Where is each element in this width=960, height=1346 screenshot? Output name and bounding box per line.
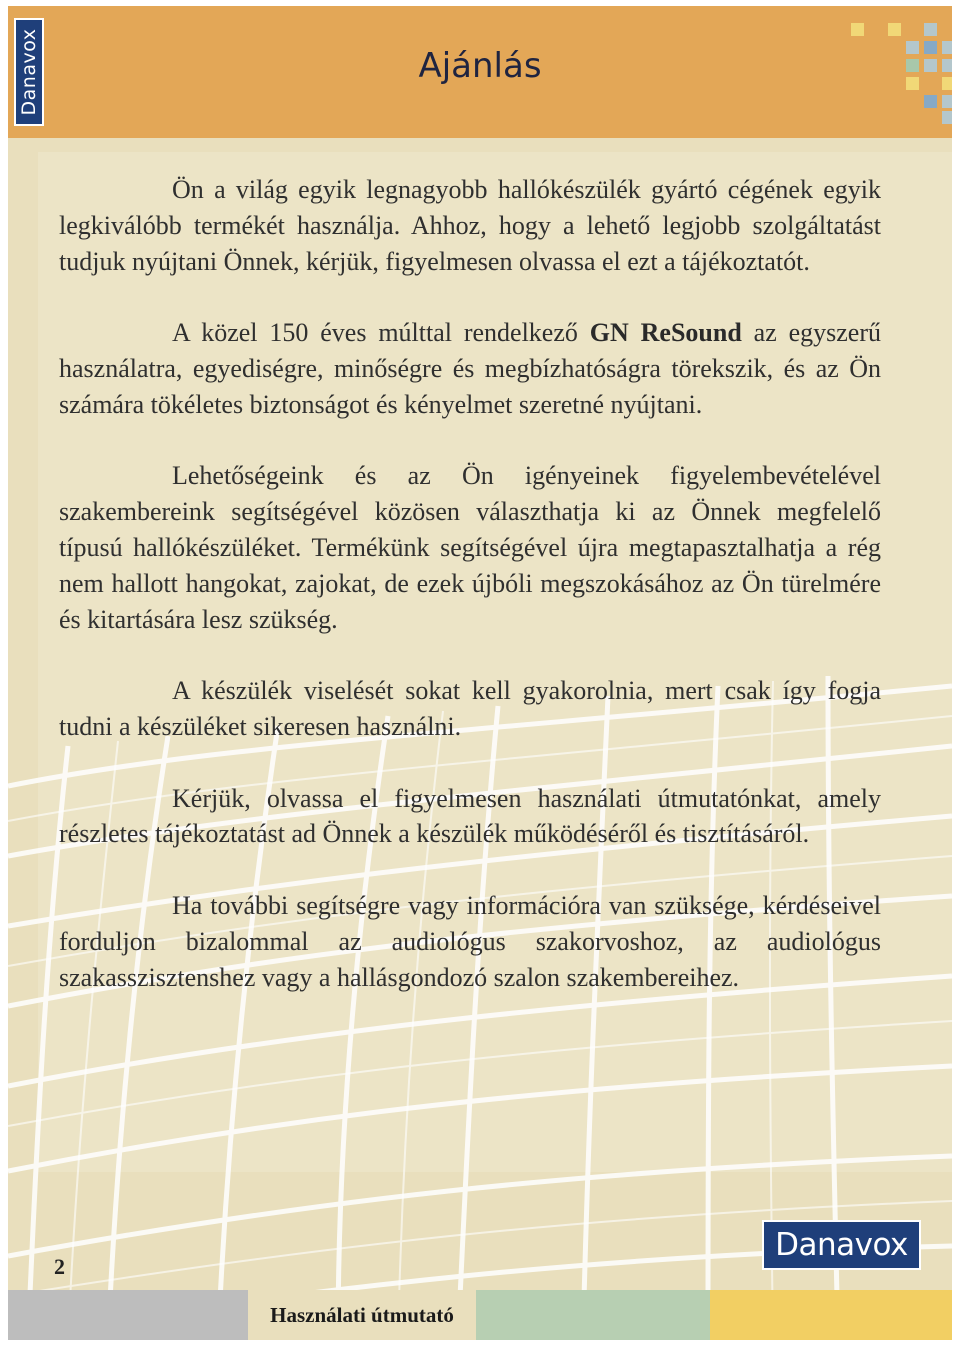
decorative-squares-icon [846,20,952,124]
paragraph-3: Lehetőségeink és az Ön igényeinek figyelembevételével szakembereink segítségével közösen választhatja ki az Önnek megfelelő típusú hallókészüléket. Termékünk segítségével újra megtapasztalhatja a rég nem hallott hangokat, zajokat, de ezek újbóli megszokásához az Ön türelmére és kitartására lesz szükség. [59,461,881,634]
paragraph-5: Kérjük, olvassa el figyelmesen használati útmutatónkat, amely részletes tájékoztatást ad Önnek a készülék működéséről és tisztításáról. [59,783,881,849]
footer-segment-yellow [710,1290,952,1340]
header-band [8,6,952,138]
paragraph-6: Ha további segítségre vagy információra van szüksége, kérdéseivel forduljon bizalommal az audiológus szakorvoshoz, az audiológus szakasszisztenshez vagy a hallásgondozó szalon szakembereihez. [59,890,881,992]
paragraph-2-end: az egyszerű használatra, egyediségre, minőségre és megbízhatóságra törekszik, és az Ön számára tökéletes biztonságot és kényelmet szeretné nyújtani. [59,318,882,419]
footer-label: Használati útmutató [270,1302,454,1327]
brand-logo-vertical-text: Danavox [18,28,40,116]
paragraph-2 [59,315,881,422]
body-text [59,172,881,1031]
page-number: 2 [54,1254,65,1279]
paragraph-4: A készülék viselését sokat kell gyakorolnia, mert csak így fogja tudni a készüléket sikeresen használni. [59,676,881,741]
danavox-logo: Danavox [762,1220,921,1270]
footer-bar [8,1290,952,1340]
brand-name: GN ReSound [589,318,742,348]
paragraph-1: Ön a világ egyik legnagyobb hallókészülék gyártó cégének egyik legkiválóbb termékét használja. Ahhoz, hogy a lehető legjobb szolgáltatást tudjuk nyújtani Önnek, kérjük, figyelmesen olvassa el ezt a tájékoztatót. [59,175,881,276]
paragraph-2-start: A közel 150 éves múlttal rendelkező [172,318,590,348]
footer-segment-gray [8,1290,248,1340]
footer-segment-green [476,1290,710,1340]
page-title: Ajánlás [418,46,542,86]
